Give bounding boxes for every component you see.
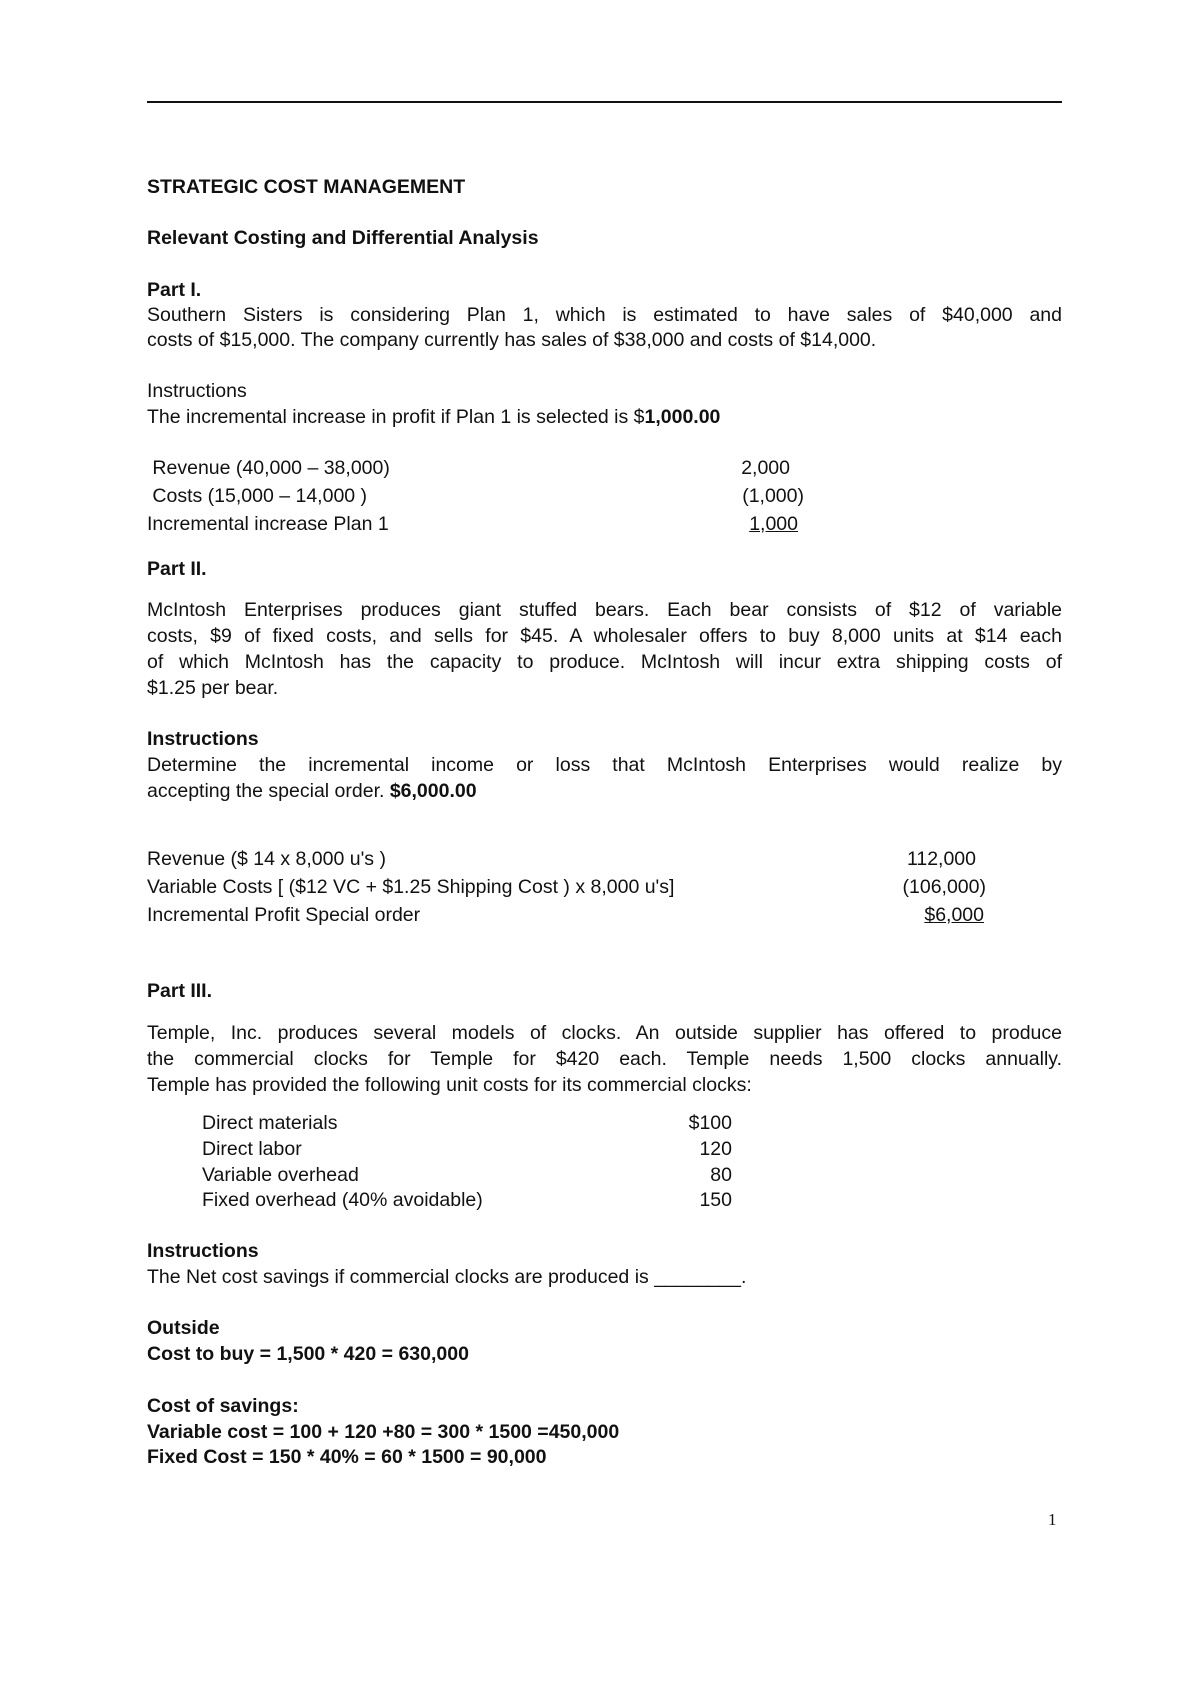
part3-cost-value: 80 [710, 1164, 732, 1186]
part1-instructions-label: Instructions [147, 380, 247, 402]
document-title: STRATEGIC COST MANAGEMENT [147, 176, 466, 198]
part2-answer: $6,000.00 [389, 780, 477, 802]
part1-paragraph-line: costs of $15,000. The company currently has sales of $38,000 and costs of $14,000. [147, 329, 877, 351]
part1-row-label: Revenue (40,000 – 38,000) [147, 457, 390, 479]
part1-row-value: 1,000 [749, 513, 798, 535]
part3-paragraph-line: Temple, Inc. produces several models of clocks. An outside supplier has offered to produce [147, 1022, 1062, 1044]
part2-row-label: Revenue ($ 14 x 8,000 u's ) [147, 848, 386, 870]
part1-instructions-text: The incremental increase in profit if Plan 1 is selected is $1,000.00 [147, 406, 721, 428]
part3-cost-value: $100 [688, 1112, 732, 1134]
part3-heading: Part III. [147, 980, 213, 1002]
part1-row-value: 2,000 [741, 457, 790, 479]
outside-label: Outside [147, 1317, 220, 1339]
part2-heading: Part II. [147, 558, 207, 580]
part1-heading: Part I. [147, 279, 202, 301]
page-number: 1 [1048, 1510, 1057, 1529]
part2-row-value: (106,000) [902, 876, 986, 898]
part3-cost-label: Direct labor [202, 1138, 302, 1160]
part1-row-label: Costs (15,000 – 14,000 ) [147, 485, 368, 507]
part3-cost-label: Fixed overhead (40% avoidable) [202, 1189, 483, 1211]
part2-instructions-line: Determine the incremental income or loss that McIntosh Enterprises would realize by [147, 754, 1062, 776]
part2-instructions-line: accepting the special order. $6,000.00 [147, 780, 477, 802]
part3-cost-label: Direct materials [202, 1112, 338, 1134]
savings-label: Cost of savings: [147, 1395, 299, 1417]
document-subtitle: Relevant Costing and Differential Analysis [147, 227, 539, 249]
part3-cost-value: 150 [699, 1189, 732, 1211]
part3-paragraph-line: Temple has provided the following unit costs for its commercial clocks: [147, 1074, 752, 1096]
fixed-cost-calculation: Fixed Cost = 150 * 40% = 60 * 1500 = 90,000 [147, 1446, 547, 1468]
part2-paragraph-line: $1.25 per bear. [147, 677, 279, 699]
part2-row-value: 112,000 [906, 848, 976, 870]
part3-cost-value: 120 [699, 1138, 732, 1160]
part3-cost-label: Variable overhead [202, 1164, 359, 1186]
part1-answer: 1,000.00 [644, 406, 721, 428]
part1-row-label: Incremental increase Plan 1 [147, 513, 389, 535]
part2-row-value: $6,000 [924, 904, 984, 926]
part2-row-label: Variable Costs [ ($12 VC + $1.25 Shipping Cost ) x 8,000 u's] [147, 876, 675, 898]
part2-paragraph-line: costs, $9 of fixed costs, and sells for $45. A wholesaler offers to buy 8,000 units at $14 each [147, 625, 1062, 647]
part2-instructions-label: Instructions [147, 728, 259, 750]
part2-paragraph-line: McIntosh Enterprises produces giant stuffed bears. Each bear consists of $12 of variable [147, 599, 1062, 621]
header-rule [147, 101, 1062, 103]
part1-paragraph-line: Southern Sisters is considering Plan 1, which is estimated to have sales of $40,000 and [147, 304, 1062, 326]
part2-row-label: Incremental Profit Special order [147, 904, 421, 926]
part2-paragraph-line: of which McIntosh has the capacity to produce. McIntosh will incur extra shipping costs of [147, 651, 1062, 673]
outside-calculation: Cost to buy = 1,500 * 420 = 630,000 [147, 1343, 469, 1365]
part3-instructions-text: The Net cost savings if commercial clocks are produced is ________. [147, 1266, 747, 1288]
variable-cost-calculation: Variable cost = 100 + 120 +80 = 300 * 1500 =450,000 [147, 1421, 620, 1443]
part3-instructions-label: Instructions [147, 1240, 259, 1262]
part3-paragraph-line: the commercial clocks for Temple for $420 each. Temple needs 1,500 clocks annually. [147, 1048, 1062, 1070]
part1-row-value: (1,000) [742, 485, 804, 507]
